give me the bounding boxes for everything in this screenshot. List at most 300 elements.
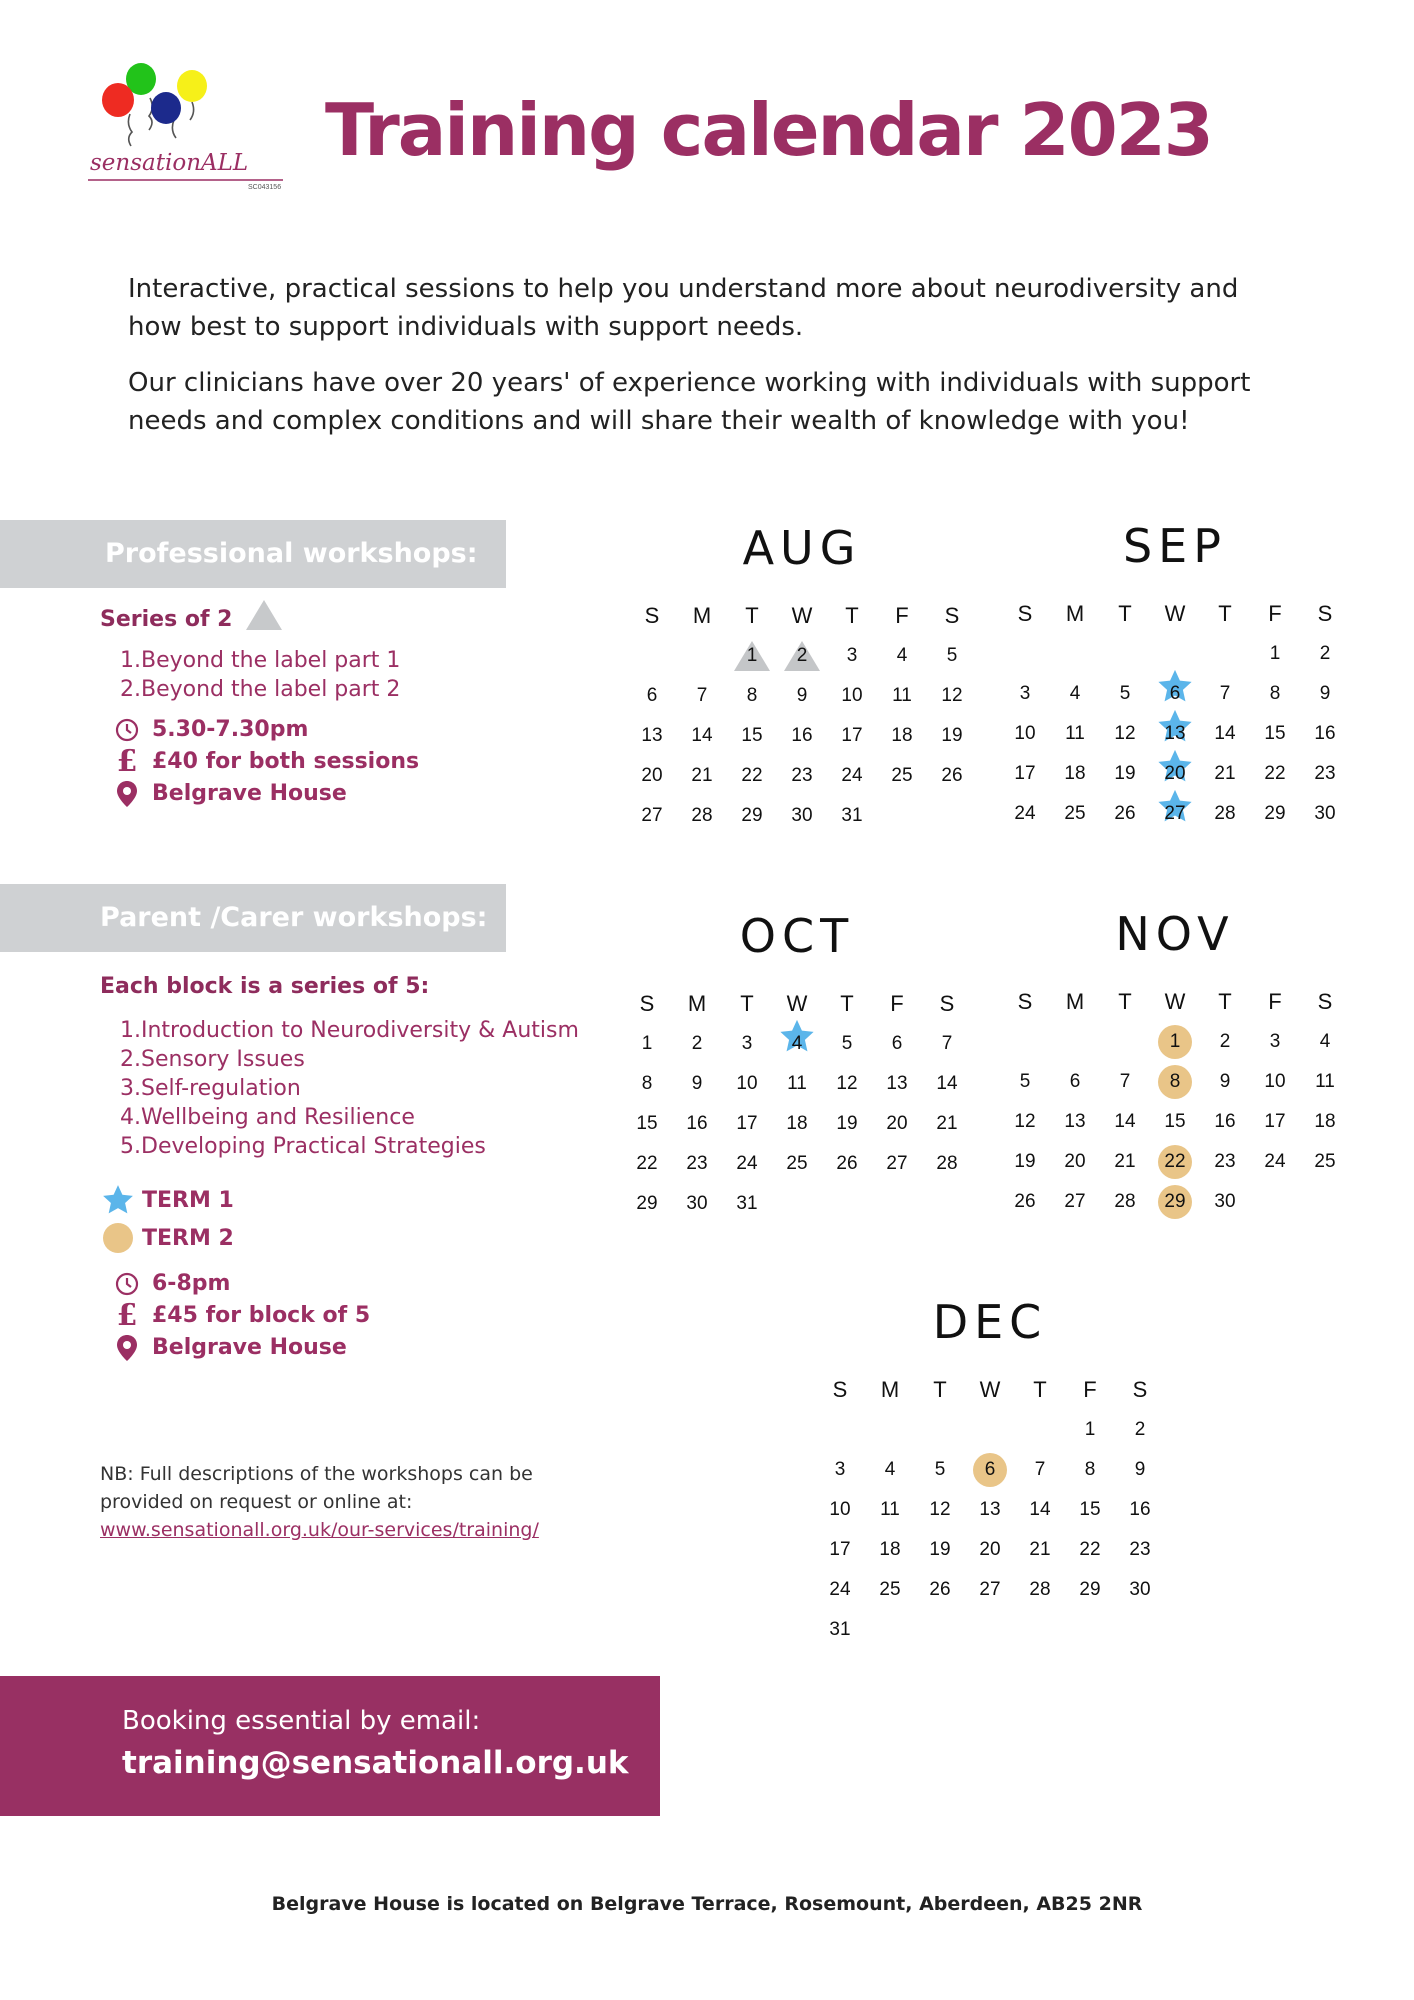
- price-text: £40 for both sessions: [152, 749, 420, 774]
- day-number: 9: [1319, 683, 1331, 704]
- day-number: 23: [686, 1153, 708, 1174]
- day-cell: [815, 1530, 865, 1570]
- day-cell: [877, 676, 927, 716]
- day-cell: [722, 1104, 772, 1144]
- month-name: OCT: [739, 909, 855, 963]
- day-cell: [622, 1144, 672, 1184]
- list-item: 1.Beyond the label part 1: [120, 648, 401, 673]
- day-number: 8: [1084, 1459, 1096, 1480]
- day-cell: [1300, 794, 1350, 834]
- day-cell: [1150, 1142, 1200, 1182]
- time-row: [114, 714, 419, 746]
- day-cell: [677, 796, 727, 836]
- day-number: 26: [836, 1153, 858, 1174]
- calendar-grid: [622, 984, 972, 1224]
- day-cell: [777, 716, 827, 756]
- day-number: 30: [1214, 1191, 1236, 1212]
- day-cell: [1250, 794, 1300, 834]
- day-number: 14: [1029, 1499, 1051, 1520]
- weekday-header: M: [687, 991, 707, 1016]
- day-number: 16: [1314, 723, 1336, 744]
- weekday-header: T: [845, 603, 859, 628]
- professional-session-list: [120, 646, 400, 704]
- day-cell: [722, 1184, 772, 1224]
- empty-cell: [915, 1410, 965, 1450]
- weekday-header: S: [644, 603, 660, 628]
- day-cell: [1300, 674, 1350, 714]
- day-number: 3: [846, 645, 858, 666]
- day-cell: [1000, 1062, 1050, 1102]
- day-cell: [1000, 754, 1050, 794]
- day-number: 3: [1269, 1031, 1281, 1052]
- day-cell: [1250, 714, 1300, 754]
- day-number: 5: [946, 645, 958, 666]
- day-cell: [877, 716, 927, 756]
- day-cell: [1250, 1022, 1300, 1062]
- day-cell: [815, 1610, 865, 1650]
- empty-cell: [1000, 1022, 1050, 1062]
- weekday-header: F: [1268, 989, 1282, 1014]
- day-number: 29: [741, 805, 763, 826]
- weekday-header: T: [740, 991, 754, 1016]
- location-row: [114, 778, 419, 810]
- time-row: [114, 1268, 370, 1300]
- day-number: 25: [879, 1579, 901, 1600]
- day-cell: [827, 796, 877, 836]
- day-number: 2: [1219, 1031, 1231, 1052]
- day-cell: [1100, 1182, 1150, 1222]
- day-number: 3: [1019, 683, 1031, 704]
- day-number: 17: [736, 1113, 758, 1134]
- day-cell: [722, 1024, 772, 1064]
- day-cell: [927, 716, 977, 756]
- weekday-header: M: [1065, 601, 1085, 626]
- day-number: 1: [1084, 1419, 1096, 1440]
- weekday-header: F: [890, 991, 904, 1016]
- weekday-header: T: [1218, 601, 1232, 626]
- day-number: 31: [841, 805, 863, 826]
- day-cell: [827, 636, 877, 676]
- day-number: 29: [1079, 1579, 1101, 1600]
- day-number: 8: [1269, 683, 1281, 704]
- day-number: 9: [1219, 1071, 1231, 1092]
- note: [100, 1460, 580, 1544]
- day-number: 1: [1269, 643, 1281, 664]
- day-number: 6: [891, 1033, 903, 1054]
- day-number: 12: [1014, 1111, 1036, 1132]
- time-text: 6-8pm: [152, 1271, 231, 1296]
- day-number: 25: [786, 1153, 808, 1174]
- day-number: 23: [1314, 763, 1336, 784]
- day-number: 28: [1114, 1191, 1136, 1212]
- weekday-header: S: [639, 991, 655, 1016]
- day-cell: [677, 676, 727, 716]
- day-cell: [1050, 674, 1100, 714]
- day-number: 30: [1314, 803, 1336, 824]
- day-number: 20: [1164, 763, 1186, 784]
- day-cell: [1150, 1022, 1200, 1062]
- block-label: Each block is a series of 5:: [100, 974, 430, 999]
- day-cell: [722, 1144, 772, 1184]
- session-title: Beyond the label part 1: [141, 648, 401, 673]
- weekday-header: W: [1164, 989, 1186, 1014]
- training-link[interactable]: www.sensationall.org.uk/our-services/training/: [100, 1519, 539, 1541]
- weekday-header: M: [880, 1377, 900, 1402]
- page-title: Training calendar 2023: [325, 88, 1212, 172]
- day-number: 7: [1219, 683, 1231, 704]
- day-cell: [772, 1104, 822, 1144]
- day-cell: [622, 1104, 672, 1144]
- day-number: 1: [1169, 1031, 1181, 1052]
- day-cell: [1115, 1530, 1165, 1570]
- day-number: 27: [979, 1579, 1001, 1600]
- day-cell: [1200, 1142, 1250, 1182]
- day-cell: [965, 1570, 1015, 1610]
- day-cell: [865, 1530, 915, 1570]
- day-cell: [727, 796, 777, 836]
- intro-paragraph: Our clinicians have over 20 years' of experience working with individuals with support needs and complex conditions and will share their wealth of knowledge with you!: [128, 368, 1251, 436]
- empty-cell: [627, 636, 677, 676]
- day-cell: [722, 1064, 772, 1104]
- day-cell: [827, 716, 877, 756]
- calendar-oct: [622, 906, 972, 1224]
- day-number: 24: [841, 765, 863, 786]
- month-name: SEP: [1122, 519, 1227, 573]
- day-cell: [1300, 754, 1350, 794]
- day-cell: [677, 756, 727, 796]
- day-cell: [922, 1144, 972, 1184]
- day-cell: [727, 756, 777, 796]
- day-cell: [1300, 1102, 1350, 1142]
- day-cell: [922, 1104, 972, 1144]
- session-title: Sensory Issues: [141, 1047, 305, 1072]
- day-cell: [627, 676, 677, 716]
- intro-text: [128, 270, 1268, 458]
- day-number: 15: [636, 1113, 658, 1134]
- day-number: 24: [736, 1153, 758, 1174]
- location-text: Belgrave House: [152, 781, 347, 806]
- day-cell: [622, 1064, 672, 1104]
- day-number: 11: [880, 1499, 900, 1520]
- session-title: Developing Practical Strategies: [141, 1134, 486, 1159]
- day-cell: [1050, 1102, 1100, 1142]
- balloons-icon: [88, 58, 298, 198]
- day-number: 8: [641, 1073, 653, 1094]
- day-cell: [915, 1530, 965, 1570]
- booking-banner: [0, 1676, 660, 1816]
- day-cell: [1000, 1102, 1050, 1142]
- day-cell: [872, 1064, 922, 1104]
- day-cell: [1250, 1102, 1300, 1142]
- day-number: 26: [1114, 803, 1136, 824]
- day-cell: [1300, 1142, 1350, 1182]
- day-number: 5: [1119, 683, 1131, 704]
- day-number: 7: [941, 1033, 953, 1054]
- day-number: 1: [746, 645, 758, 666]
- session-title: Beyond the label part 2: [141, 677, 401, 702]
- day-cell: [1300, 1062, 1350, 1102]
- list-item: 4.Wellbeing and Resilience: [120, 1105, 415, 1130]
- day-number: 9: [796, 685, 808, 706]
- day-cell: [915, 1570, 965, 1610]
- weekday-header: S: [1017, 601, 1033, 626]
- list-item: 2.Sensory Issues: [120, 1047, 305, 1072]
- weekday-header: T: [840, 991, 854, 1016]
- day-number: 31: [829, 1619, 851, 1640]
- day-number: 14: [1214, 723, 1236, 744]
- day-cell: [777, 796, 827, 836]
- day-number: 16: [686, 1113, 708, 1134]
- weekday-header: S: [1317, 601, 1333, 626]
- day-number: 7: [696, 685, 708, 706]
- day-cell: [915, 1490, 965, 1530]
- day-cell: [872, 1144, 922, 1184]
- day-number: 14: [691, 725, 713, 746]
- series-label-text: Series of 2: [100, 607, 233, 632]
- weekday-header: W: [1164, 601, 1186, 626]
- day-cell: [1150, 794, 1200, 834]
- weekday-header: F: [1268, 601, 1282, 626]
- footer-address: Belgrave House is located on Belgrave Terrace, Rosemount, Aberdeen, AB25 2NR: [271, 1893, 1143, 1915]
- empty-cell: [677, 636, 727, 676]
- parent-details: [114, 1268, 370, 1364]
- day-number: 11: [1065, 723, 1085, 744]
- day-cell: [1200, 1102, 1250, 1142]
- day-number: 6: [1069, 1071, 1081, 1092]
- day-cell: [1250, 1062, 1300, 1102]
- day-number: 18: [1064, 763, 1086, 784]
- day-cell: [672, 1104, 722, 1144]
- day-number: 19: [1114, 763, 1136, 784]
- day-cell: [1100, 754, 1150, 794]
- day-number: 10: [1264, 1071, 1286, 1092]
- day-cell: [1065, 1450, 1115, 1490]
- day-cell: [622, 1024, 672, 1064]
- day-number: 21: [936, 1113, 958, 1134]
- day-number: 14: [936, 1073, 958, 1094]
- day-cell: [815, 1570, 865, 1610]
- location-row: [114, 1332, 370, 1364]
- day-number: 13: [886, 1073, 908, 1094]
- day-number: 16: [791, 725, 813, 746]
- day-cell: [827, 676, 877, 716]
- price-text: £45 for block of 5: [152, 1303, 371, 1328]
- day-cell: [1150, 1062, 1200, 1102]
- empty-cell: [1050, 634, 1100, 674]
- day-number: 21: [1029, 1539, 1051, 1560]
- day-number: 4: [1069, 683, 1081, 704]
- empty-cell: [1100, 634, 1150, 674]
- term2-legend: [100, 1222, 234, 1254]
- price-row: [114, 1300, 370, 1332]
- day-cell: [1300, 714, 1350, 754]
- day-number: 10: [736, 1073, 758, 1094]
- day-number: 2: [691, 1033, 703, 1054]
- day-number: 21: [1214, 763, 1236, 784]
- day-cell: [1050, 794, 1100, 834]
- pound-icon: £: [116, 1298, 138, 1333]
- day-number: 4: [1319, 1031, 1331, 1052]
- day-number: 9: [691, 1073, 703, 1094]
- day-cell: [865, 1450, 915, 1490]
- triangle-icon: [246, 600, 282, 630]
- day-cell: [865, 1570, 915, 1610]
- day-number: 2: [796, 645, 808, 666]
- day-cell: [1250, 674, 1300, 714]
- day-number: 22: [1264, 763, 1286, 784]
- day-cell: [672, 1144, 722, 1184]
- day-cell: [1065, 1410, 1115, 1450]
- day-cell: [877, 756, 927, 796]
- day-number: 27: [886, 1153, 908, 1174]
- location-pin-icon: [114, 781, 140, 807]
- day-number: 5: [841, 1033, 853, 1054]
- clock-icon: [114, 1271, 140, 1297]
- parent-session-list: [120, 1016, 579, 1161]
- empty-cell: [965, 1410, 1015, 1450]
- day-number: 24: [829, 1579, 851, 1600]
- day-number: 20: [886, 1113, 908, 1134]
- day-cell: [727, 636, 777, 676]
- day-number: 21: [1114, 1151, 1136, 1172]
- day-cell: [1200, 1182, 1250, 1222]
- day-cell: [822, 1144, 872, 1184]
- day-number: 30: [1129, 1579, 1151, 1600]
- day-cell: [1015, 1450, 1065, 1490]
- day-number: 27: [641, 805, 663, 826]
- day-cell: [627, 796, 677, 836]
- calendar-grid: [1000, 594, 1350, 834]
- day-number: 16: [1129, 1499, 1151, 1520]
- time-text: 5.30-7.30pm: [152, 717, 309, 742]
- day-number: 18: [1314, 1111, 1336, 1132]
- day-cell: [1250, 634, 1300, 674]
- calendar-sep: [1000, 516, 1350, 834]
- session-title: Wellbeing and Resilience: [141, 1105, 415, 1130]
- day-number: 15: [1079, 1499, 1101, 1520]
- day-cell: [965, 1490, 1015, 1530]
- day-cell: [1015, 1490, 1065, 1530]
- day-number: 13: [1164, 723, 1186, 744]
- day-number: 9: [1134, 1459, 1146, 1480]
- day-number: 8: [746, 685, 758, 706]
- intro-paragraph: Interactive, practical sessions to help you understand more about neurodiversity and how best to support individuals with support needs.: [128, 274, 1239, 342]
- day-cell: [822, 1104, 872, 1144]
- weekday-header: T: [1033, 1377, 1047, 1402]
- month-name: AUG: [742, 521, 862, 575]
- day-number: 15: [1164, 1111, 1186, 1132]
- day-cell: [627, 756, 677, 796]
- day-number: 29: [1264, 803, 1286, 824]
- booking-email[interactable]: training@sensationall.org.uk: [122, 1745, 629, 1781]
- day-cell: [777, 756, 827, 796]
- logo-charity-number: SC043156: [248, 184, 282, 191]
- day-cell: [1100, 714, 1150, 754]
- day-cell: [1300, 634, 1350, 674]
- empty-cell: [1100, 1022, 1150, 1062]
- day-cell: [822, 1064, 872, 1104]
- day-number: 19: [929, 1539, 951, 1560]
- day-cell: [1200, 1062, 1250, 1102]
- day-number: 6: [646, 685, 658, 706]
- day-cell: [1050, 1182, 1100, 1222]
- day-number: 6: [984, 1459, 996, 1480]
- weekday-header: T: [745, 603, 759, 628]
- day-number: 25: [891, 765, 913, 786]
- logo-wordmark: [90, 150, 248, 176]
- day-cell: [1100, 1102, 1150, 1142]
- day-cell: [727, 676, 777, 716]
- day-cell: [1015, 1530, 1065, 1570]
- day-number: 7: [1034, 1459, 1046, 1480]
- day-number: 27: [1064, 1191, 1086, 1212]
- day-number: 13: [641, 725, 663, 746]
- weekday-header: W: [786, 991, 808, 1016]
- day-cell: [965, 1530, 1015, 1570]
- day-number: 31: [736, 1193, 758, 1214]
- weekday-header: S: [1317, 989, 1333, 1014]
- day-number: 5: [1019, 1071, 1031, 1092]
- day-cell: [822, 1024, 872, 1064]
- day-cell: [1150, 1102, 1200, 1142]
- day-number: 26: [1014, 1191, 1036, 1212]
- day-cell: [672, 1064, 722, 1104]
- day-cell: [872, 1104, 922, 1144]
- day-number: 11: [892, 685, 912, 706]
- day-number: 28: [1214, 803, 1236, 824]
- day-cell: [815, 1450, 865, 1490]
- day-number: 2: [1134, 1419, 1146, 1440]
- day-number: 22: [1079, 1539, 1101, 1560]
- day-cell: [1050, 754, 1100, 794]
- day-cell: [1015, 1570, 1065, 1610]
- day-number: 10: [841, 685, 863, 706]
- pound-icon: £: [116, 744, 138, 779]
- day-cell: [865, 1490, 915, 1530]
- day-cell: [772, 1064, 822, 1104]
- day-number: 28: [936, 1153, 958, 1174]
- day-cell: [815, 1490, 865, 1530]
- day-cell: [1115, 1490, 1165, 1530]
- day-number: 6: [1169, 683, 1181, 704]
- day-number: 10: [1014, 723, 1036, 744]
- empty-cell: [1200, 634, 1250, 674]
- day-number: 23: [791, 765, 813, 786]
- day-cell: [1000, 1182, 1050, 1222]
- day-number: 14: [1114, 1111, 1136, 1132]
- day-cell: [1000, 714, 1050, 754]
- weekday-header: W: [791, 603, 813, 628]
- month-name: NOV: [1115, 907, 1235, 961]
- day-number: 1: [641, 1033, 653, 1054]
- day-number: 25: [1064, 803, 1086, 824]
- day-cell: [1000, 674, 1050, 714]
- session-title: Introduction to Neurodiversity & Autism: [141, 1018, 579, 1043]
- day-number: 13: [979, 1499, 1001, 1520]
- list-item: 3.Self-regulation: [120, 1076, 301, 1101]
- day-number: 22: [1164, 1151, 1186, 1172]
- day-cell: [1065, 1490, 1115, 1530]
- day-number: 23: [1129, 1539, 1151, 1560]
- circle-icon: [100, 1222, 136, 1254]
- day-number: 11: [787, 1073, 807, 1094]
- calendar-nov: [1000, 904, 1350, 1222]
- weekday-header: F: [1083, 1377, 1097, 1402]
- day-number: 30: [791, 805, 813, 826]
- day-cell: [922, 1064, 972, 1104]
- day-number: 21: [691, 765, 713, 786]
- month-name: DEC: [932, 1295, 1048, 1349]
